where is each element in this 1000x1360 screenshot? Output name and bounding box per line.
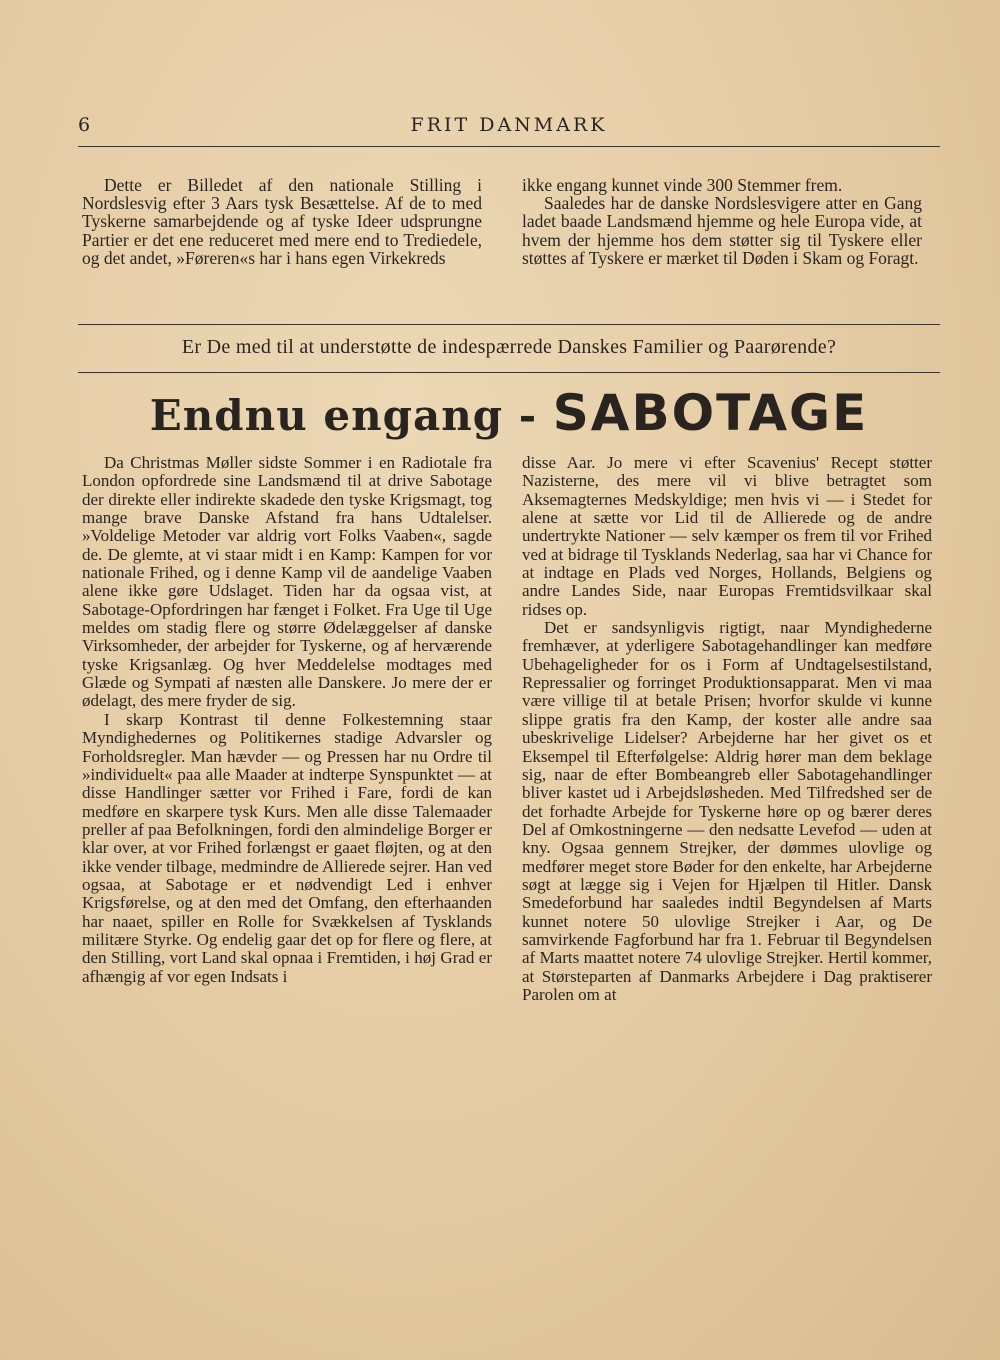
article-paragraph: disse Aar. Jo mere vi efter Scavenius' Recept støtter Nazisterne, des mere vil vi blive betragtet som Aksemagternes Medskyldige; men hvis vi — i Stedet for alene at sætte vor Lid til de Allierede og de andre undertrykte Nationer — selv kæmper os frem til vor Frihed ved at bidrage til Tysklands Nederlag, saa har vi Chance for at indtage en Plads ved Norges, Hollands, Belgiens og andre Landes Side, naar Europas Fremtidsvilkaar skal ridses op. xyxy=(522,453,932,619)
article-paragraph: Det er sandsynligvis rigtigt, naar Myndighederne fremhæver, at yderligere Sabotagehandlinger kan medføre Ubehageligheder for os i Form af Undtagelsestilstand, Repressalier og forringet Produktionsapparat. Men vi maa være villige til at betale Prisen; hvorfor skulde vi kunne slippe gratis fra den Kamp, der koster alle andre saa ubeskrivelige Lidelser? Arbejderne har her givet os et Eksempel til Efterfølgelse: Aldrig hører man dem beklage sig, naar de efter Bombeangreb eller Sabotagehandlinger bliver kastet ud i Arbejdsløsheden. Med Tilfredshed ser de det forhadte Arbejde for Tyskerne høre op og bærer deres Del af Omkostningerne — den nedsatte Levefod — uden at kny. Ogsaa gennem Strejker, der dømmes ulovlige og medfører meget store Bøder for den enkelte, har Arbejderne søgt at lægge sig i Vejen for Hjælpen til Hitler. Dansk Smedeforbund har saaledes indtil Begyndelsen af Marts kunnet notere 50 ulovlige Strejker i Aar, og De samvirkende Fagforbund har fra 1. Februar til Begyndelsen af Marts maattet notere 74 ulovlige Strejker. Hertil kommer, at Størsteparten af Danmarks Arbejdere i Dag praktiserer Parolen om at xyxy=(522,618,932,1004)
header-rule xyxy=(78,146,940,147)
article-right-column xyxy=(522,454,932,1004)
article-headline xyxy=(78,384,940,442)
top-article-right-column xyxy=(522,176,922,267)
article-left-column xyxy=(82,454,492,986)
top-article-paragraph: Saaledes har de danske Nordslesvigere atter en Gang ladet baade Landsmænd hjemme og hele Europa vide, at hvem der hjemme hos dem støtter sig til Tyskere eller støttes af Tyskere er mærket til Døden i Skam og Foragt. xyxy=(522,193,922,268)
headline-emphasis: SABOTAGE xyxy=(552,384,869,442)
article-paragraph: Da Christmas Møller sidste Sommer i en Radiotale fra London opfordrede sine Landsmænd til at drive Sabotage der direkte eller indirekte skadede den tyske Krigsmagt, tog mange brave Danske Afstand fra hans Udtalelser. »Voldelige Metoder var aldrig vort Folks Vaaben«, sagde de. De glemte, at vi staar midt i en Kamp: Kampen for vor nationale Frihed, og i denne Kamp vil de aandelige Vaaben alene ikke gøre Udslaget. Tiden har da ogsaa vist, at Sabotage-Opfordringen har fænget i Folket. Fra Uge til Uge meldes om stadig flere og større Ødelæggelser af danske Virksomheder, der arbejder for Tyskerne, og af herværende tyske Krigsanlæg. Og hver Meddelelse modtages med Glæde og Sympati af næsten alle Danskere. Jo mere der er ødelagt, des mere fryder de sig. xyxy=(82,453,492,711)
page-number: 6 xyxy=(78,114,91,136)
appeal-line: Er De med til at understøtte de indespærrede Danskes Familier og Paarørende? xyxy=(181,336,837,358)
headline-lead: Endnu engang - xyxy=(149,391,553,440)
top-article-paragraph: Dette er Billedet af den nationale Stilling i Nordslesvig efter 3 Aars tysk Besættelse. Af de to med Tyskerne samarbejdende og af tyske Ideer udsprungne Partier er det ene reduceret med mere end to Trediedele, og det andet, »Føreren«s har i hans egen Virkekreds xyxy=(82,175,482,268)
top-article-left-column xyxy=(82,176,482,267)
article-paragraph: I skarp Kontrast til denne Folkestemning staar Myndighedernes og Politikernes stadige Advarsler og Forholdsregler. Man hævder — og Pressen har nu Ordre til »individuelt« paa alle Maader at indterpe Synspunktet — at disse Handlinger sætter vor Frihed i Fare, fordi de kan medføre en skarpere tysk Kurs. Men alle disse Talemaader preller af paa Befolkningen, fordi den almindelige Borger er klar over, at vor Frihed forlængst er gaaet fløjten, og at den ikke vender tilbage, medmindre de Allierede sejrer. Han ved ogsaa, at Sabotage er et nødvendigt Led i enhver Krigsførelse, og at den med det Omfang, den efterhaanden har naaet, spiller en Rolle for Svækkelsen af Tysklands militære Styrke. Og endelig gaar det op for flere og flere, at den Stilling, vort Land skal opnaa i Fremtiden, i høj Grad er afhængig af vor egen Indsats i xyxy=(82,709,492,986)
appeal-top-rule xyxy=(78,324,940,325)
appeal-bottom-rule xyxy=(78,372,940,373)
page-header xyxy=(78,114,940,144)
top-article-paragraph: ikke engang kunnet vinde 300 Stemmer frem. xyxy=(522,175,843,195)
masthead: FRIT DANMARK xyxy=(410,114,608,136)
